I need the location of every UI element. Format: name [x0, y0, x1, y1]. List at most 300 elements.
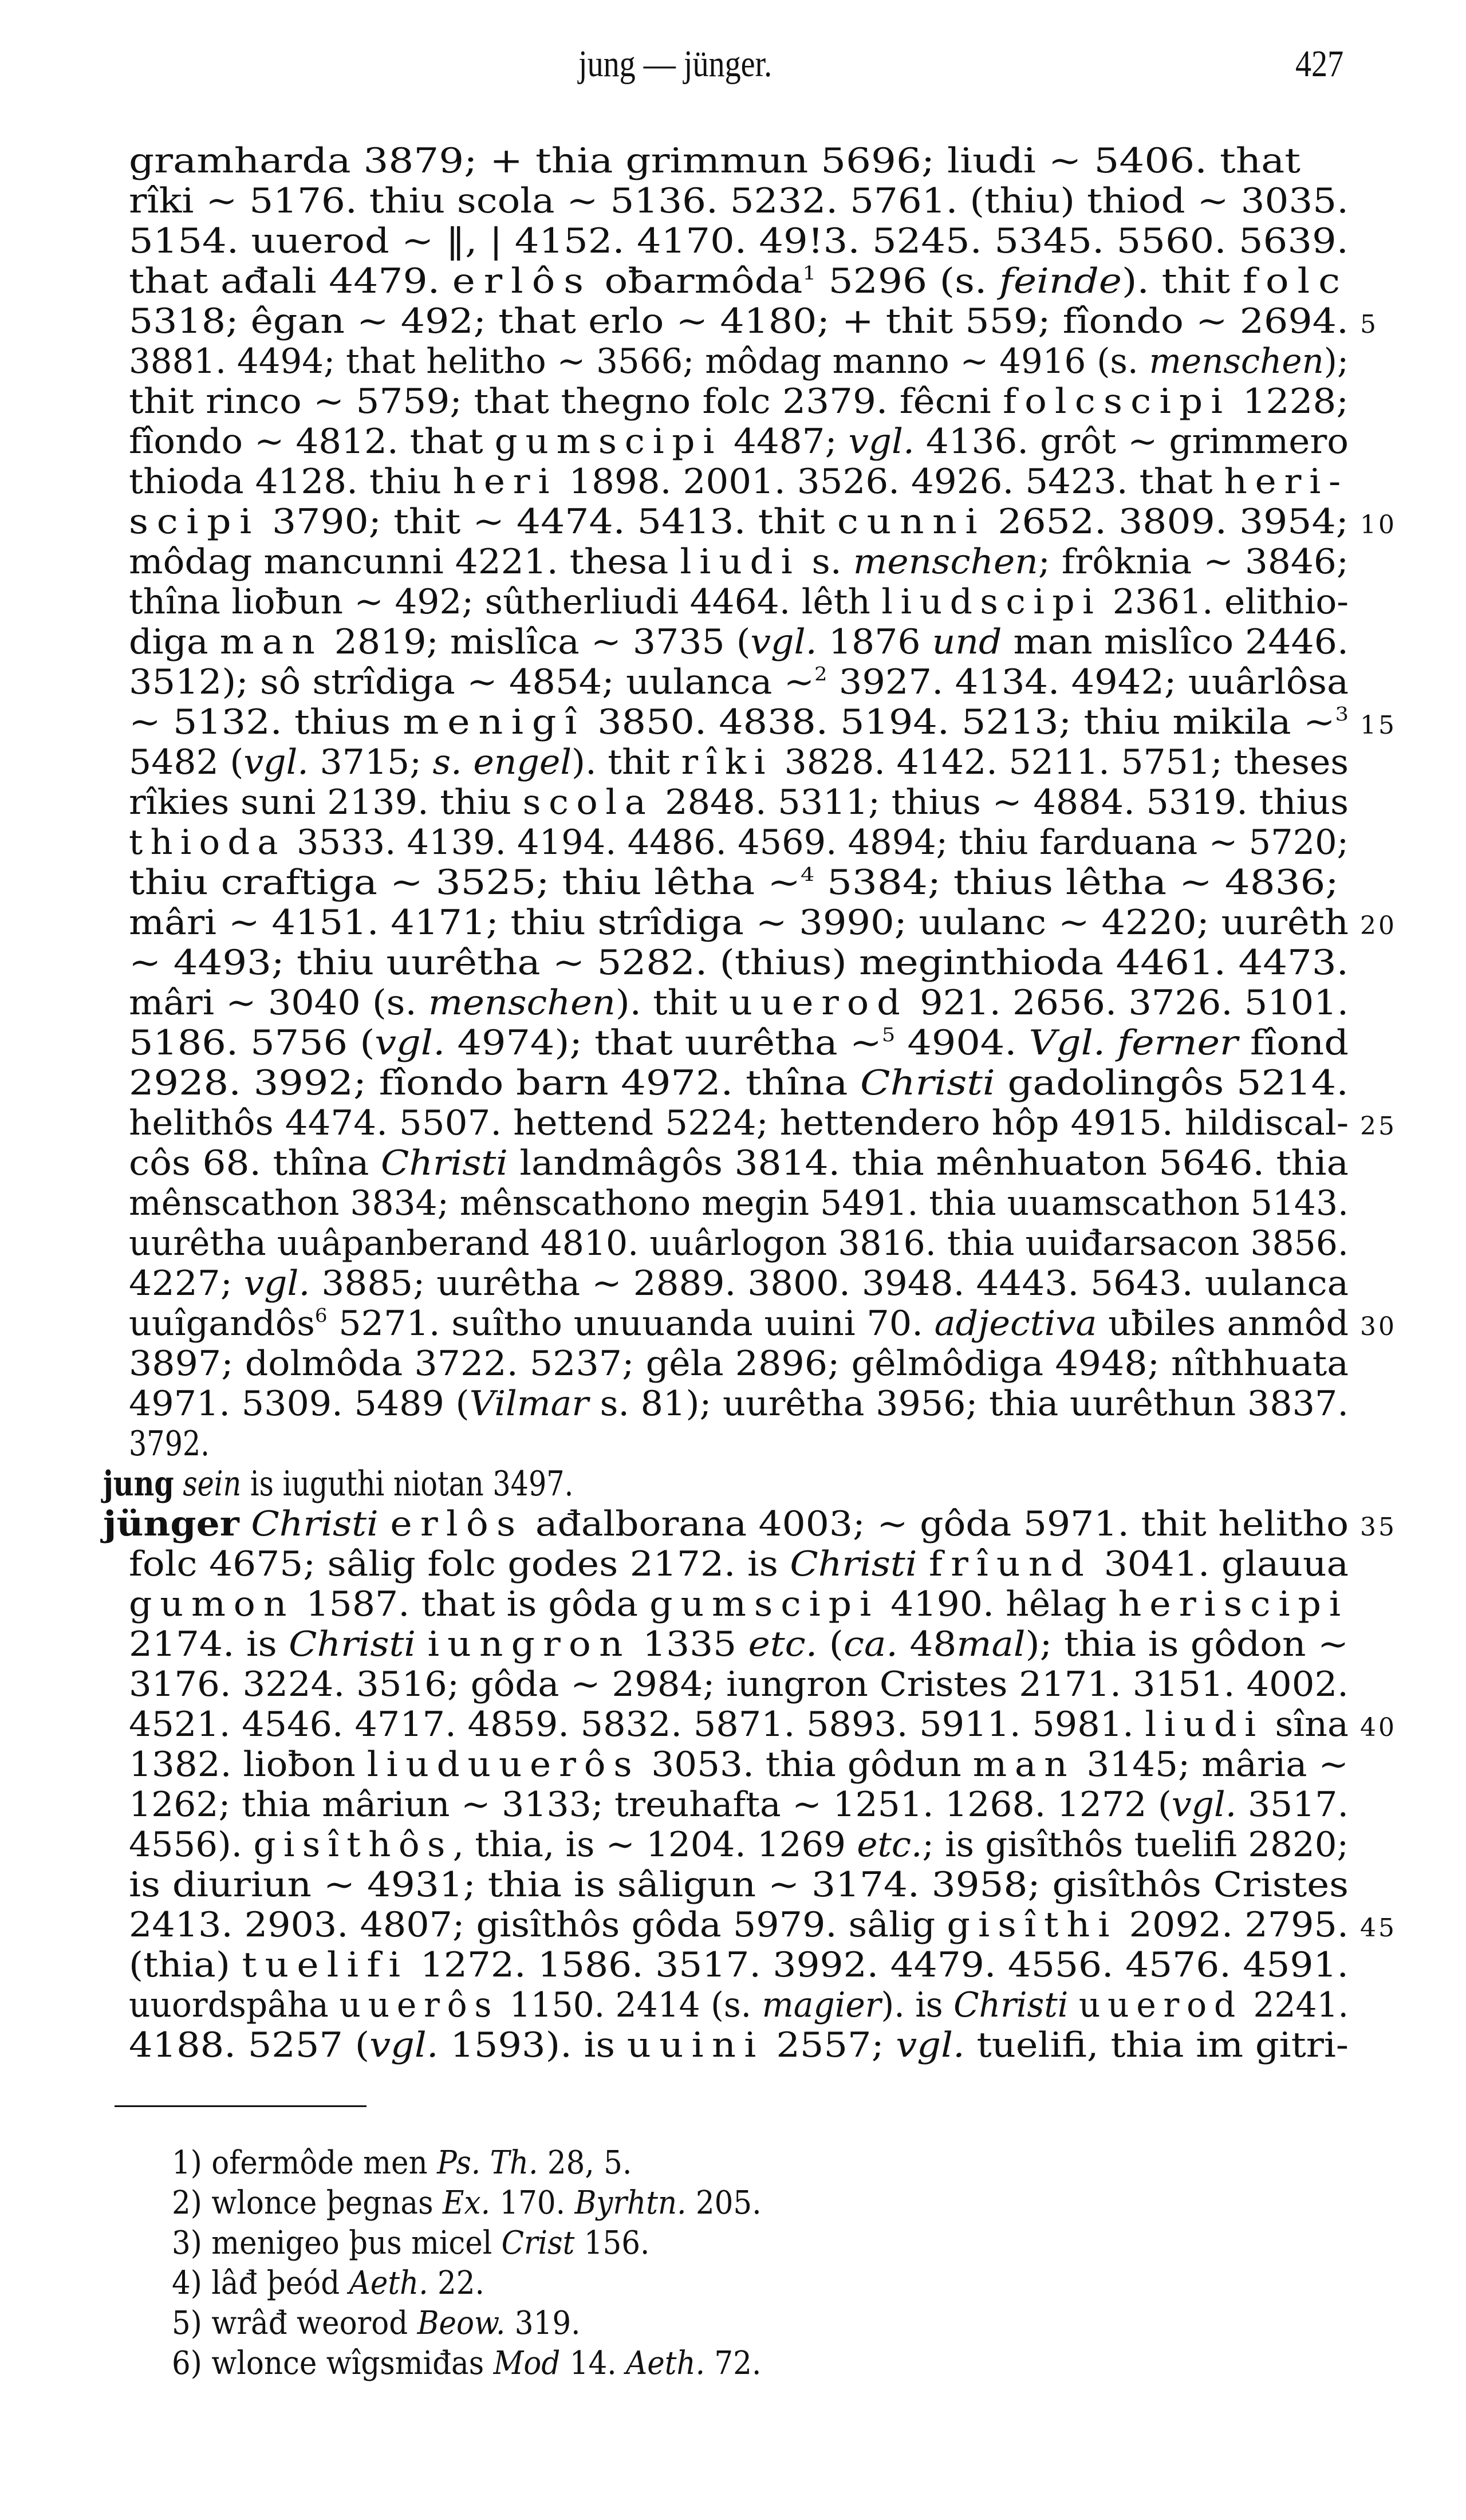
text-run: rîki ∼ 5176. thiu scola ∼ 5136. 5232. 5761. (thiu) thiod ∼ 3035. [129, 181, 1349, 221]
text-run: 3828. 4142. 5211. 5751; theses [773, 742, 1349, 782]
text-run: ofermôde men [211, 2144, 438, 2182]
text-run: gumon [129, 1584, 295, 1624]
text-run: helithôs 4474. 5507. hettend 5224; hettendero hôp 4915. hildiscal- [129, 1103, 1349, 1143]
text-run: 1587. that is gôda [294, 1584, 650, 1624]
text-run: Mod [493, 2345, 561, 2382]
headword: jung [103, 1464, 174, 1504]
text-run: folcscipi [1003, 381, 1231, 422]
text-run: 4556). [129, 1825, 254, 1865]
text-run: rîki [681, 742, 774, 782]
line-text [129, 1624, 1349, 1664]
text-run: tuelifi, thia im gitri- [964, 2025, 1349, 2065]
text-run: Christi [860, 1063, 995, 1103]
body-line [129, 1384, 1349, 1424]
text-run: 2361. elithio- [1101, 582, 1349, 622]
text-run: gisîthôs [253, 1825, 453, 1865]
body-line [129, 381, 1349, 422]
footnote [172, 2344, 813, 2384]
line-text [129, 1905, 1349, 1945]
text-run: landmâgôs 3814. thia mênhuaton 5646. thia [507, 1143, 1349, 1183]
text-run: thioda 4128. thiu [129, 462, 453, 502]
line-text [129, 1825, 1349, 1865]
text-run: scola [522, 782, 654, 822]
text-run: mâri ∼ 4151. 4171; thiu strîdiga ∼ 3990; uulanc ∼ 4220; uurêth [129, 903, 1349, 943]
footnote [172, 2183, 813, 2223]
body-line [129, 782, 1349, 822]
text-run: Ps. Th. [437, 2144, 538, 2182]
line-text [129, 1103, 1349, 1143]
page-number: 427 [1295, 43, 1344, 85]
line-text [129, 1544, 1349, 1584]
text-run: erlôs [390, 1504, 524, 1544]
text-run: 3897; dolmôda 3722. 5237; gêla 2896; gêlmôdiga 4948; nîthhuata [129, 1344, 1349, 1384]
text-run: 2848. 5311; thius ∼ 4884. 5319. thius [653, 782, 1349, 822]
text-run: 319. [505, 2305, 581, 2342]
line-text [129, 1745, 1349, 1785]
text-run: 1876 [817, 622, 932, 662]
footnote-marker: 2 [814, 662, 827, 685]
text-run: uuordspâha [129, 1985, 340, 2025]
text-run: mâri ∼ 3040 (s. [129, 983, 428, 1023]
text-run: ca. [843, 1624, 898, 1664]
text-run: gadolingôs 5214. [995, 1063, 1349, 1103]
line-text [129, 863, 1339, 903]
line-text [129, 261, 1349, 301]
text-run: 4227; [129, 1263, 244, 1304]
line-text [129, 782, 1349, 822]
text-run: 205. [686, 2184, 762, 2222]
line-text [129, 622, 1349, 662]
line-text [129, 1304, 1349, 1344]
text-run: 5154. uuerod ∼ ‖, | 4152. 4170. 49!3. 5245. 5345. 5560. 5639. [129, 221, 1349, 261]
line-text [129, 301, 1349, 341]
body-line [129, 2025, 1349, 2065]
text-run: 3790; thit ∼ 4474. 5413. thit [259, 502, 837, 542]
text-run [174, 1464, 183, 1504]
line-text [129, 221, 1349, 261]
text-run: heriscipi [1118, 1584, 1349, 1624]
text-run: thîna lioƀun ∼ 492; sûtherliudi 4464. lêth [129, 582, 882, 622]
text-run: 3881. 4494; that helitho ∼ 3566; môdag manno ∼ 4916 (s. [129, 341, 1149, 381]
line-text [129, 742, 1349, 782]
text-run: oƀarmôda [592, 261, 803, 301]
line-text [129, 983, 1349, 1023]
footnote-number: 2) [172, 2184, 212, 2222]
text-run: Christi [251, 1504, 379, 1544]
footnote [172, 2143, 672, 2183]
text-run: s. engel [432, 742, 572, 782]
line-text [129, 702, 1349, 742]
footnote-number: 4) [172, 2265, 212, 2302]
text-run: uuîgandôs [129, 1304, 315, 1344]
text-run: sîna [1263, 1704, 1349, 1745]
text-run: 3176. 3224. 3516; gôda ∼ 2984; iungron Cristes 2171. 3151. 4002. [129, 1664, 1349, 1704]
body-line [129, 1704, 1349, 1745]
line-text [129, 1223, 1349, 1263]
text-run: liudi [680, 542, 801, 582]
entry-headline [103, 1504, 1349, 1544]
line-text [129, 462, 1349, 502]
text-run: liuduuerôs [366, 1745, 640, 1785]
text-run: s. [800, 542, 853, 582]
line-text [129, 341, 1349, 381]
text-run: , thia, is ∼ 1204. 1269 [452, 1825, 857, 1865]
text-run: 3145; mâria ∼ [1075, 1745, 1349, 1785]
text-run: lâđ þeód [211, 2265, 349, 2302]
text-run: etc. [748, 1624, 818, 1664]
text-run: 1382. lioƀon [129, 1745, 367, 1785]
text-run: 3053. thia gôdun [640, 1745, 973, 1785]
text-run: man [219, 622, 323, 662]
body-line [129, 141, 1349, 181]
line-text [129, 1063, 1349, 1103]
line-number: 5 [1360, 310, 1378, 339]
body-line [129, 1304, 1349, 1344]
text-run: fîondo ∼ 4812. that [129, 422, 495, 462]
text-run: ; frôknia ∼ 3846; [1038, 542, 1349, 582]
text-run: 1898. 2001. 3526. 4926. 5423. that [557, 462, 1224, 502]
line-text [129, 1664, 1349, 1704]
body-line [129, 1825, 1349, 1865]
text-run: heri- [1224, 462, 1349, 502]
text-run: 2413. 2903. 4807; gisîthôs gôda 5979. sâlig [129, 1905, 947, 1945]
text-run: 1272. 1586. 3517. 3992. 4479. 4556. 4576. 4591. [408, 1945, 1349, 1985]
text-run [239, 1504, 251, 1544]
line-text [129, 1183, 1349, 1223]
line-text [129, 903, 1349, 943]
text-run: 3927. 4134. 4942; uuârlôsa [827, 662, 1349, 702]
text-run: Ex. [442, 2184, 490, 2222]
text-run: ). thit [1121, 261, 1243, 301]
text-run: 2819; mislîca ∼ 3735 ( [322, 622, 751, 662]
text-run [416, 1624, 427, 1664]
text-run: 28, 5. [538, 2144, 632, 2182]
text-run: ∼ 4493; thiu uurêtha ∼ 5282. (thius) meginthioda 4461. 4473. [129, 943, 1349, 983]
line-text [129, 1384, 1349, 1424]
text-run: Vgl. ferner [1028, 1023, 1238, 1063]
body-line [129, 1023, 1349, 1063]
body-line [129, 1745, 1349, 1785]
body-line [129, 822, 1349, 863]
line-text [129, 141, 1301, 181]
text-run: menschen [1149, 341, 1324, 381]
body-line [129, 542, 1349, 582]
line-number: 20 [1360, 911, 1397, 940]
entry-headline [103, 1464, 1349, 1504]
line-text [129, 1344, 1349, 1384]
text-run: wlonce wîgsmiđas [211, 2345, 494, 2382]
text-run: Aeth. [349, 2265, 428, 2302]
line-number: 25 [1360, 1112, 1397, 1141]
text-run: 3850. 4838. 5194. 5213; thiu mikila ∼ [585, 702, 1335, 742]
text-run: vgl. [369, 2025, 439, 2065]
body-line [129, 221, 1349, 261]
body-line [129, 1945, 1349, 1985]
text-run: Christi [381, 1143, 508, 1183]
text-run: 72. [705, 2345, 762, 2382]
line-text [129, 1143, 1349, 1183]
text-run: vgl. [1171, 1785, 1237, 1825]
running-head: jung — jünger. [578, 43, 773, 85]
body-line [129, 1544, 1349, 1584]
text-run: 14. [560, 2345, 626, 2382]
text-run: gisîthi [947, 1905, 1118, 1945]
line-text [129, 181, 1349, 221]
text-run: wlonce þegnas [211, 2184, 443, 2222]
line-text [129, 1985, 1349, 2025]
text-run: 1593). is [438, 2025, 627, 2065]
body-line [129, 1143, 1349, 1183]
line-number: 40 [1360, 1713, 1397, 1742]
text-run: Beow. [417, 2305, 506, 2342]
text-run: magier [762, 1985, 881, 2025]
text-run: man [972, 1745, 1075, 1785]
text-run: 5384; thius lêtha ∼ 4836; [814, 863, 1339, 903]
text-run: uuerod [728, 983, 908, 1023]
body-line [129, 1785, 1349, 1825]
body-line [129, 422, 1349, 462]
footnote-marker: 3 [1335, 702, 1349, 725]
text-run: vgl. [243, 1263, 310, 1304]
body-line [129, 502, 1349, 542]
footnote-separator [115, 2105, 366, 2107]
text-run: 1262; thia mâriun ∼ 3133; treuhafta ∼ 1251. 1268. 1272 ( [129, 1785, 1172, 1825]
body-line [129, 1183, 1349, 1223]
text-run: 3041. glauua [1092, 1544, 1349, 1584]
text-run: uurêtha uuâpanberand 4810. uuârlogon 3816. thia uuiđarsacon 3856. [129, 1223, 1349, 1263]
text-run: 2652. 3809. 3954; [986, 502, 1349, 542]
line-text [129, 381, 1349, 422]
text-run: ). is [881, 1985, 954, 2025]
text-run: Aeth. [626, 2345, 706, 2382]
body-line [129, 1103, 1349, 1143]
footnote-marker: 4 [801, 863, 815, 885]
body-line [129, 582, 1349, 622]
text-run: uuini [626, 2025, 764, 2065]
text-run: etc. [857, 1825, 923, 1865]
text-run: 156. [574, 2224, 650, 2262]
text-run [1068, 1985, 1078, 2025]
text-run: 4904. [895, 1023, 1029, 1063]
text-run: iungron [427, 1624, 631, 1664]
text-run: 3512); sô strîdiga ∼ 4854; uulanca ∼ [129, 662, 815, 702]
line-text [103, 1464, 573, 1504]
text-run: 5271. suîtho unuuanda uuini 70. [327, 1304, 935, 1344]
text-run: 921. 2656. 3726. 5101. [908, 983, 1349, 1023]
text-run: 4190. hêlag [879, 1584, 1118, 1624]
text-run: gramharda 3879; + thia grimmun 5696; liudi ∼ 5406. that [129, 141, 1301, 181]
text-run: vgl. [375, 1023, 446, 1063]
text-run: 4188. 5257 ( [129, 2025, 370, 2065]
text-run: Christi [953, 1985, 1069, 2025]
text-run: ( [817, 1624, 844, 1664]
line-text [129, 1424, 210, 1464]
text-run: scipi [129, 502, 260, 542]
text-run: is diuriun ∼ 4931; thia is sâligun ∼ 3174. 3958; gisîthôs Cristes [129, 1865, 1349, 1905]
text-run: 1335 [630, 1624, 748, 1664]
footnote-number: 5) [172, 2305, 212, 2342]
text-run: cunni [837, 502, 986, 542]
line-text [129, 1263, 1349, 1304]
text-run: 5186. 5756 ( [129, 1023, 375, 1063]
footnote-number: 3) [172, 2224, 212, 2262]
line-number: 35 [1360, 1513, 1397, 1542]
body-line [129, 983, 1349, 1023]
text-run: feinde [999, 261, 1122, 301]
body-line [129, 181, 1349, 221]
text-run: môdag mancunni 4221. thesa [129, 542, 680, 582]
body-line [129, 462, 1349, 502]
text-run: 1228; [1231, 381, 1349, 422]
body-line [129, 1584, 1349, 1624]
line-text [129, 502, 1349, 542]
text-run: 2928. 3992; fîondo barn 4972. thîna [129, 1063, 861, 1103]
text-run: 1150. 2414 (s. [499, 1985, 762, 2025]
body-line [129, 943, 1349, 983]
footnote [172, 2304, 616, 2344]
text-run: vgl. [750, 622, 817, 662]
text-run: Crist [501, 2224, 575, 2262]
body-line [129, 1905, 1349, 1945]
footnote-marker: 1 [802, 261, 817, 284]
text-run: 2092. 2795. [1117, 1905, 1349, 1945]
line-number: 30 [1360, 1312, 1397, 1341]
line-text [129, 1023, 1349, 1063]
text-run: mal [956, 1624, 1026, 1664]
text-run: ); thia is gôdon ∼ [1025, 1624, 1349, 1664]
body-line [129, 1424, 1349, 1464]
line-text [129, 2025, 1349, 2065]
text-run: 2174. is [129, 1624, 289, 1664]
text-run: 5318; êgan ∼ 492; that erlo ∼ 4180; + thit 559; fîondo ∼ 2694. [129, 301, 1349, 341]
headword: jünger [103, 1504, 239, 1544]
text-run: 3533. 4139. 4194. 4486. 4569. 4894; thiu farduana ∼ 5720; [285, 822, 1349, 863]
text-run: ); [1323, 341, 1349, 381]
text-run: 2241. [1243, 1985, 1349, 2025]
text-run: is iuguthi niotan 3497. [241, 1464, 574, 1504]
text-run: 3715; [308, 742, 433, 782]
text-run: thiu craftiga ∼ 3525; thiu lêtha ∼ [129, 863, 801, 903]
text-run [379, 1504, 391, 1544]
text-run: 4487; [722, 422, 849, 462]
body-line [129, 863, 1349, 903]
body-line [129, 622, 1349, 662]
body-line [129, 301, 1349, 341]
text-run: gumscipi [649, 1584, 880, 1624]
line-text [103, 1504, 1349, 1544]
text-run: vgl. [896, 2025, 965, 2065]
text-run: 170. [490, 2184, 575, 2222]
text-run: erlôs [452, 261, 593, 301]
text-run: ∼ 5132. thius [129, 702, 403, 742]
text-run: man mislîco 2446. [1002, 622, 1349, 662]
text-run: côs 68. thîna [129, 1143, 381, 1183]
body-line [129, 742, 1349, 782]
text-run: 3792. [129, 1424, 210, 1464]
line-text [129, 1704, 1349, 1745]
line-text [129, 542, 1349, 582]
footnote-number: 1) [172, 2144, 212, 2182]
line-number: 15 [1360, 711, 1397, 740]
body-line [129, 1263, 1349, 1304]
footnote-number: 6) [172, 2345, 212, 2382]
body-line [129, 1985, 1349, 2025]
body-line [129, 261, 1349, 301]
text-run: 2557; [764, 2025, 896, 2065]
text-run: sein [183, 1464, 242, 1504]
body-line [129, 662, 1349, 702]
footnote [172, 2263, 511, 2304]
text-run: frîund [929, 1544, 1093, 1584]
text-run [917, 1544, 929, 1584]
text-run: 4136. grôt ∼ grimmero [914, 422, 1349, 462]
text-run: menschen [428, 983, 616, 1023]
text-run: menigeo þus micel [211, 2224, 502, 2262]
text-run: Christi [289, 1624, 416, 1664]
text-run: menschen [853, 542, 1038, 582]
line-text [129, 582, 1349, 622]
text-run: 4971. 5309. 5489 ( [129, 1384, 470, 1424]
body-line [129, 702, 1349, 742]
body-line [129, 341, 1349, 381]
text-run: 48 [897, 1624, 957, 1664]
line-text [129, 1865, 1349, 1905]
body-line [129, 1063, 1349, 1103]
text-run: uuerod [1078, 1985, 1243, 2025]
line-text [129, 422, 1349, 462]
body-line [129, 1344, 1349, 1384]
text-run: fîond [1238, 1023, 1349, 1063]
line-text [129, 662, 1349, 702]
body-line [129, 1624, 1349, 1664]
text-run: that ađali 4479. [129, 261, 452, 301]
text-run: uƀiles anmôd [1097, 1304, 1349, 1344]
text-run: 3885; uurêtha ∼ 2889. 3800. 3948. 4443. 5643. uulanca [310, 1263, 1349, 1304]
text-run: vgl. [243, 742, 309, 782]
text-run: liudi [1145, 1704, 1264, 1745]
text-run: Vilmar [469, 1384, 589, 1424]
text-run: 4974); that uurêtha ∼ [445, 1023, 882, 1063]
text-run: s. 81); uurêtha 3956; thia uurêthun 3837. [588, 1384, 1349, 1424]
footnote-marker: 6 [314, 1304, 328, 1326]
text-run: und [932, 622, 1002, 662]
body-line [129, 1865, 1349, 1905]
footnote-marker: 5 [881, 1023, 896, 1046]
text-run: mênscathon 3834; mênscathono megin 5491. thia uuamscathon 5143. [129, 1183, 1349, 1223]
text-run: 5296 (s. [816, 261, 999, 301]
text-run: ađalborana 4003; ∼ gôda 5971. thit helitho [523, 1504, 1349, 1544]
text-run: vgl. [848, 422, 915, 462]
text-run: adjectiva [934, 1304, 1097, 1344]
text-run: ). thit [615, 983, 729, 1023]
text-run: 3517. [1236, 1785, 1349, 1825]
body-line [129, 1664, 1349, 1704]
line-number: 45 [1360, 1913, 1397, 1943]
line-text [129, 1584, 1349, 1624]
footnote [172, 2223, 691, 2263]
text-run: Christi [790, 1544, 917, 1584]
line-text [129, 1945, 1349, 1985]
text-run: Byrhtn. [574, 2184, 687, 2222]
line-number: 10 [1360, 510, 1397, 540]
line-text [129, 822, 1349, 863]
text-run: 4521. 4546. 4717. 4859. 5832. 5871. 5893. 5911. 5981. [129, 1704, 1145, 1745]
text-run: 22. [428, 2265, 484, 2302]
line-text [129, 943, 1349, 983]
text-run: folc 4675; sâlig folc godes 2172. is [129, 1544, 790, 1584]
text-run: heri [452, 462, 558, 502]
text-run: ). thit [572, 742, 681, 782]
